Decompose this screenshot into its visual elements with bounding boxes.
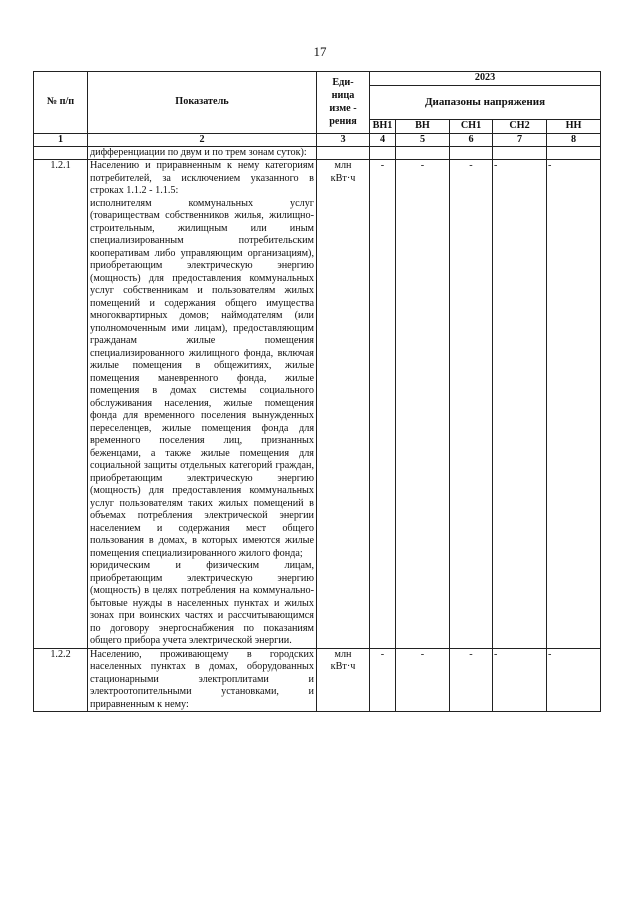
header-range-sn1: СН1 <box>450 120 493 134</box>
row-value-sn1: - <box>450 648 493 712</box>
row-value-sn1 <box>450 146 493 160</box>
column-number: 3 <box>317 133 370 146</box>
header-range-nn: НН <box>547 120 601 134</box>
header-range-vn: ВН <box>396 120 450 134</box>
table-row <box>34 648 601 712</box>
header-range-vn1: ВН1 <box>370 120 396 134</box>
row-value-sn2: - <box>493 160 547 649</box>
table-row <box>34 160 601 649</box>
row-indicator: Населению, проживающему в городских населенных пунктах в домах, оборудованных стационарными электроплитами и электроотопительными установками, и приравненным к нему: <box>88 648 317 712</box>
column-number: 1 <box>34 133 88 146</box>
header-number: № п/п <box>34 72 88 134</box>
column-number: 7 <box>493 133 547 146</box>
row-value-vn1 <box>370 146 396 160</box>
header-unit <box>317 72 370 134</box>
row-unit <box>317 146 370 160</box>
row-value-sn2: - <box>493 648 547 712</box>
header-unit-text: Еди- ница изме - рения <box>329 77 357 128</box>
row-value-vn: - <box>396 160 450 649</box>
row-value-nn: - <box>547 160 601 649</box>
row-value-vn1: - <box>370 648 396 712</box>
row-unit: млн кВт·ч <box>317 160 370 649</box>
row-value-nn: - <box>547 648 601 712</box>
row-number: 1.2.1 <box>34 160 88 649</box>
header-year: 2023 <box>370 72 601 86</box>
row-unit: млн кВт·ч <box>317 648 370 712</box>
row-value-nn <box>547 146 601 160</box>
header-ranges-title: Диапазоны напряжения <box>370 86 601 120</box>
row-indicator: дифференциации по двум и по трем зонам суток): <box>88 146 317 160</box>
row-number <box>34 146 88 160</box>
row-value-vn <box>396 146 450 160</box>
header-indicator: Показатель <box>88 72 317 134</box>
page-number: 17 <box>313 44 327 59</box>
column-number: 2 <box>88 133 317 146</box>
table-row <box>34 146 601 160</box>
row-indicator: Населению и приравненным к нему категориям потребителей, за исключением указанного в строках 1.1.2 - 1.1.5: исполнителям коммунальных услуг (товариществам собственников жилья, жилищно-строительным, жилищным или иным специализированным потребительским кооперативам либо управляющим организациям), приобретающим электрическую энергию (мощность) для предоставления коммунальных услуг собственникам и пользователям жилых помещений и содержания общего имущества многоквартирных домов; наймодателям (или уполномоченным ими лицам), предоставляющим гражданам жилые помещения специализированного жилищного фонда, включая жилые помещения в общежитиях, жилые помещения маневренного фонда, жилые помещения в домах системы социального обслуживания населения, жилые помещения фонда для временного поселения вынужденных переселенцев, жилые помещения фонда для временного поселения лиц, признанных беженцами, а также жилые помещения для социальной защиты отдельных категорий граждан, приобретающим электрическую энергию (мощность) для предоставления коммунальных услуг пользователям таких жилых помещений в объемах потребления электрической энергии населением и содержания мест общего пользования в домах, в которых имеются жилые помещения специализированного жилого фонда; юридическим и физическим лицам, приобретающим электрическую энергию (мощность) в целях потребления на коммунально-бытовые нужды в населенных пунктах и жилых зонах при воинских частях и рассчитывающимся по договору энергоснабжения по показаниям общего прибора учета электрической энергии. <box>88 160 317 649</box>
column-numbers-row <box>34 133 601 146</box>
column-number: 5 <box>396 133 450 146</box>
column-number: 8 <box>547 133 601 146</box>
row-number: 1.2.2 <box>34 648 88 712</box>
column-number: 4 <box>370 133 396 146</box>
row-value-sn1: - <box>450 160 493 649</box>
row-value-vn: - <box>396 648 450 712</box>
column-number: 6 <box>450 133 493 146</box>
row-value-sn2 <box>493 146 547 160</box>
row-value-vn1: - <box>370 160 396 649</box>
data-table <box>33 71 601 712</box>
header-range-sn2: СН2 <box>493 120 547 134</box>
